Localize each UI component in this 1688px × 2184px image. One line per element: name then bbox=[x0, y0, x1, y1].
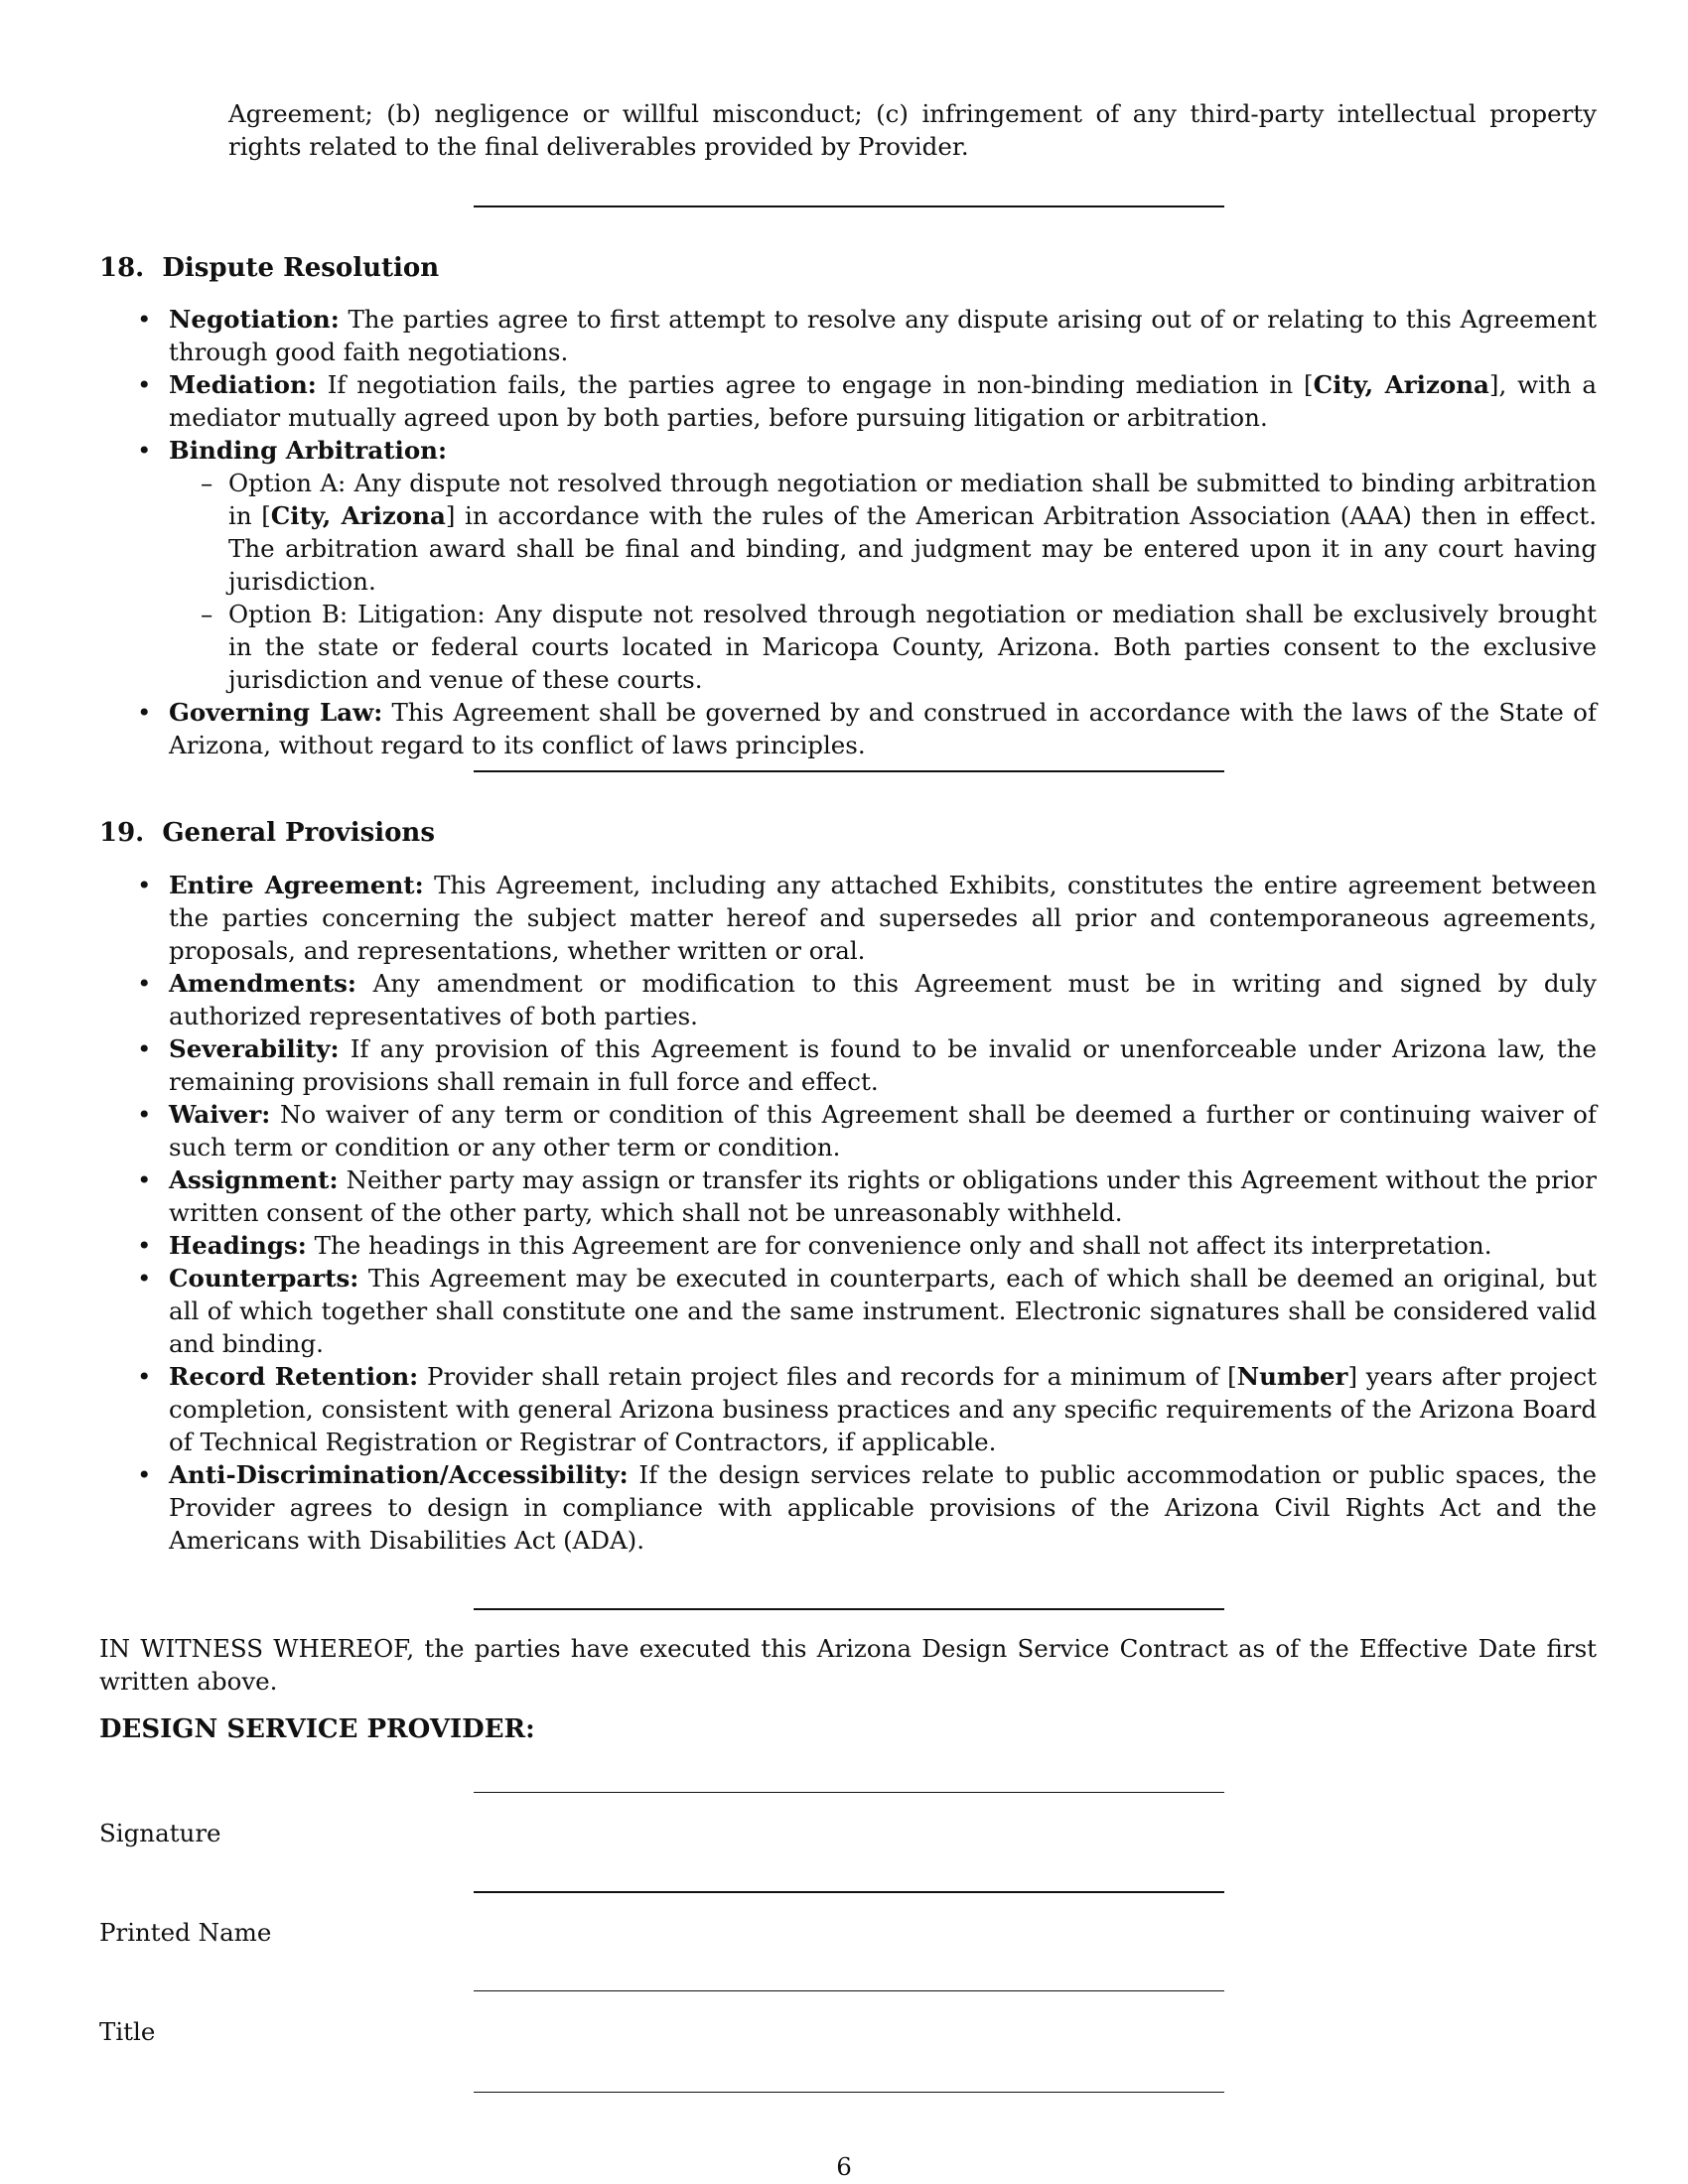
title-line[interactable] bbox=[474, 1990, 1224, 1991]
record-retention-text-after: ] years after project completion, consistent with general Arizona business practices and any specific requirements of the Arizona Board of Technical Registration or Registrar of Contractors, if applicable. bbox=[169, 1362, 1598, 1456]
option-a-placeholder: City, Arizona bbox=[270, 501, 446, 530]
list-item-anti-discrimination bbox=[99, 1458, 1597, 1557]
term-governing-law: Governing Law: bbox=[169, 698, 383, 727]
list-item bbox=[99, 1032, 1597, 1098]
option-a bbox=[169, 467, 1597, 598]
provision-term: Assignment: bbox=[169, 1165, 339, 1194]
provision-term: Headings: bbox=[169, 1231, 307, 1260]
record-retention-text-before: Provider shall retain project files and records for a minimum of [ bbox=[426, 1362, 1237, 1391]
provision-text: No waiver of any term or condition of this Agreement shall be deemed a further or continuing waiver of such term or condition or any other term or condition. bbox=[169, 1100, 1597, 1161]
term-anti-discrimination: Anti-Discrimination/Accessibility: bbox=[169, 1460, 629, 1489]
list-item bbox=[99, 869, 1597, 967]
section-divider bbox=[474, 1608, 1224, 1610]
option-b: – Option B: Litigation: Any dispute not resolved through negotiation or mediation shall be exclusively brought in the state or federal courts located in Maricopa County, Arizona. Both parties consent to the exclusive jurisdiction and venue of these courts. bbox=[169, 598, 1597, 696]
signature-label: Signature bbox=[99, 1819, 221, 1847]
term-record-retention: Record Retention: bbox=[169, 1362, 419, 1391]
negotiation-text: The parties agree to first attempt to resolve any dispute arising out of or relating to this Agreement through good faith negotiations. bbox=[169, 305, 1597, 366]
anti-discrimination-text: If the design services relate to public accommodation or public spaces, the Provider agrees to design in compliance with applicable provisions of the Arizona Civil Rights Act and the Americans with Disabilities Act (ADA). bbox=[169, 1460, 1598, 1555]
provision-term: Entire Agreement: bbox=[169, 871, 424, 899]
list-item bbox=[99, 967, 1597, 1032]
section-18-heading: 18. Dispute Resolution bbox=[99, 253, 440, 283]
provision-term: Counterparts: bbox=[169, 1264, 359, 1293]
section-18-list bbox=[99, 303, 1597, 761]
option-a-text-after: ] in accordance with the rules of the American Arbitration Association (AAA) then in effect. The arbitration award shall be final and binding, and judgment may be entered upon it in any court having jurisdiction. bbox=[228, 501, 1597, 596]
mediation-text-before: If negotiation fails, the parties agree to engage in non-binding mediation in [ bbox=[327, 370, 1314, 399]
list-item bbox=[99, 1229, 1597, 1262]
title-label: Title bbox=[99, 2017, 156, 2046]
option-a-text-before: Option A: Any dispute not resolved through negotiation or mediation shall be submitted to binding arbitration in [ bbox=[228, 469, 1597, 530]
list-item bbox=[99, 1163, 1597, 1229]
date-line[interactable] bbox=[474, 2092, 1224, 2093]
list-item-arbitration bbox=[99, 434, 1597, 696]
provision-text: Any amendment or modification to this Agreement must be in writing and signed by duly authorized representatives of both parties. bbox=[169, 969, 1597, 1030]
section-19-list bbox=[99, 869, 1597, 1557]
arbitration-options bbox=[169, 467, 1597, 696]
provision-text: The headings in this Agreement are for convenience only and shall not affect its interpretation. bbox=[314, 1231, 1492, 1260]
printed-name-label: Printed Name bbox=[99, 1918, 272, 1947]
section-divider bbox=[474, 770, 1224, 772]
printed-name-line[interactable] bbox=[474, 1891, 1224, 1893]
mediation-text-after: ], with a mediator mutually agreed upon by both parties, before pursuing litigation or arbitration. bbox=[169, 370, 1597, 432]
provision-term: Waiver: bbox=[169, 1100, 271, 1129]
governing-law-text: This Agreement shall be governed by and construed in accordance with the laws of the State of Arizona, without regard to its conflict of laws principles. bbox=[169, 698, 1597, 759]
list-item bbox=[99, 1262, 1597, 1360]
list-item bbox=[99, 1098, 1597, 1163]
list-item-governing-law bbox=[99, 696, 1597, 761]
list-item-record-retention bbox=[99, 1360, 1597, 1458]
list-item-negotiation bbox=[99, 303, 1597, 368]
term-mediation: Mediation: bbox=[169, 370, 317, 399]
provision-text: If any provision of this Agreement is found to be invalid or unenforceable under Arizona law, the remaining provisions shall remain in full force and effect. bbox=[169, 1034, 1598, 1096]
section-19-heading: 19. General Provisions bbox=[99, 818, 435, 848]
term-arbitration: Binding Arbitration: bbox=[169, 436, 448, 465]
provision-text: This Agreement may be executed in counterparts, each of which shall be deemed an original, but all of which together shall constitute one and the same instrument. Electronic signatures shall be considered valid and binding. bbox=[169, 1264, 1597, 1358]
continuation-paragraph: Agreement; (b) negligence or willful misconduct; (c) infringement of any third-party intellectual property rights related to the final deliverables provided by Provider. bbox=[228, 99, 1597, 161]
mediation-placeholder: City, Arizona bbox=[1313, 370, 1489, 399]
record-retention-placeholder: Number bbox=[1236, 1362, 1348, 1391]
provider-heading: DESIGN SERVICE PROVIDER: bbox=[99, 1714, 535, 1744]
provision-text: This Agreement, including any attached Exhibits, constitutes the entire agreement between the parties concerning the subject matter hereof and supersedes all prior and contemporaneous agreements, proposals, and representations, whether written or oral. bbox=[169, 871, 1598, 965]
provision-term: Severability: bbox=[169, 1034, 340, 1063]
signature-line[interactable] bbox=[474, 1792, 1224, 1793]
list-item-mediation bbox=[99, 368, 1597, 434]
witness-paragraph: IN WITNESS WHEREOF, the parties have executed this Arizona Design Service Contract as of the Effective Date first written above. bbox=[99, 1634, 1597, 1696]
provision-term: Amendments: bbox=[169, 969, 356, 998]
section-divider bbox=[474, 205, 1224, 207]
page-number: 6 bbox=[836, 2152, 852, 2181]
term-negotiation: Negotiation: bbox=[169, 305, 340, 334]
provision-text: Neither party may assign or transfer its rights or obligations under this Agreement without the prior written consent of the other party, which shall not be unreasonably withheld. bbox=[169, 1165, 1597, 1227]
